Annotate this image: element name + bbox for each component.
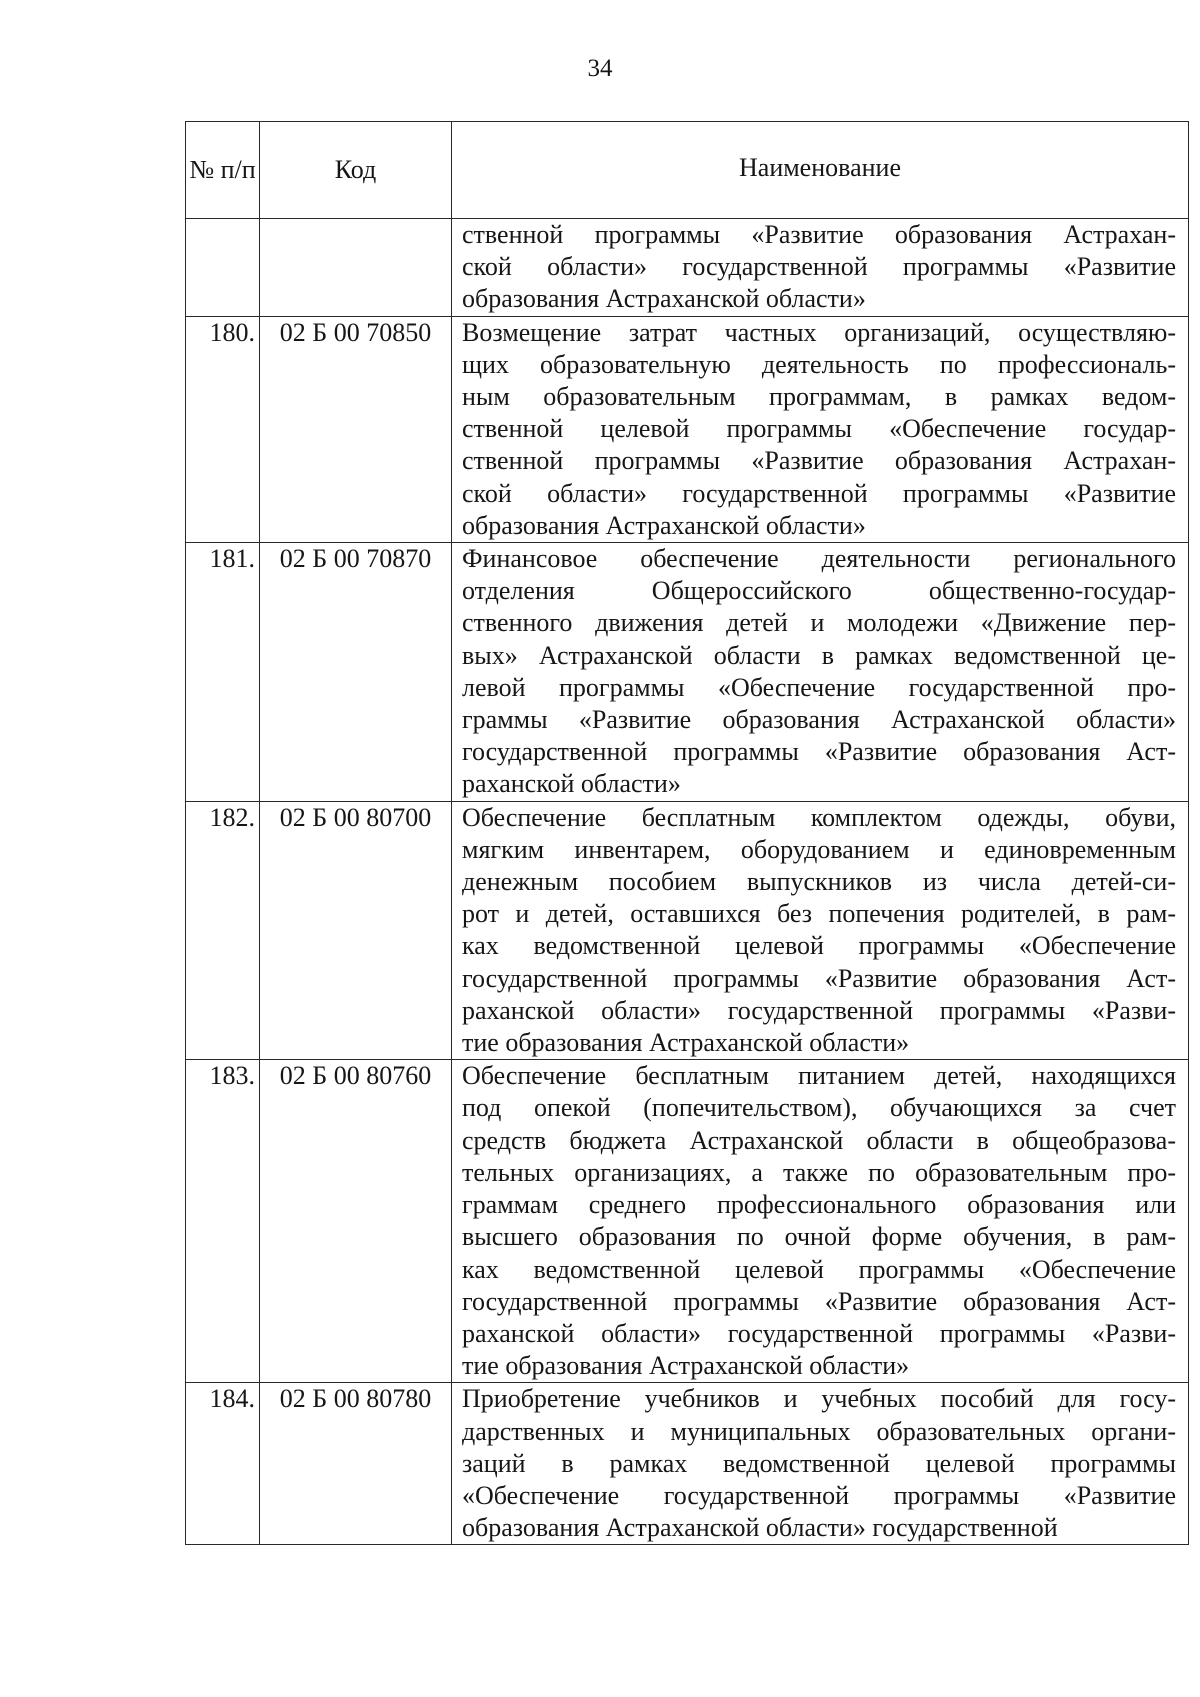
row-name-line: щих образовательную деятельность по профессиональ- [462, 349, 1176, 379]
table-row [186, 316, 1189, 542]
row-name [452, 1060, 1189, 1383]
row-number: 180. [186, 316, 260, 542]
row-code: 02 Б 00 80700 [260, 801, 452, 1060]
table-row [186, 543, 1189, 802]
row-name-line: Приобретение учебников и учебных пособий для госу- [462, 1384, 1176, 1414]
header-code: Код [260, 122, 452, 219]
row-number [186, 219, 260, 317]
table-header-row [186, 122, 1189, 219]
row-name-line: ственной целевой программы «Обеспечение государ- [462, 414, 1176, 444]
row-number: 181. [186, 543, 260, 802]
row-name-line: граммы «Развитие образования Астраханской области» [462, 705, 1176, 735]
row-name-line: тие образования Астраханской области» [462, 1351, 910, 1381]
row-name-line: государственной программы «Развитие образования Аст- [462, 737, 1176, 767]
row-name-line: раханской области» [462, 769, 681, 799]
row-name-line: мягким инвентарем, оборудованием и единовременным [462, 834, 1176, 864]
row-name-line: ках ведомственной целевой программы «Обеспечение [462, 1254, 1176, 1284]
row-name-line: Обеспечение бесплатным питанием детей, находящихся [462, 1061, 1176, 1091]
row-code [260, 219, 452, 317]
table-row [186, 219, 1189, 317]
row-name-line: государственной программы «Развитие образования Аст- [462, 1286, 1176, 1316]
row-name-line: ской области» государственной программы «Развитие [462, 252, 1176, 282]
row-name-line: образования Астраханской области» [462, 284, 866, 314]
row-number: 184. [186, 1383, 260, 1545]
row-name-line: образования Астраханской области» государственной [462, 1513, 1058, 1543]
row-code: 02 Б 00 80760 [260, 1060, 452, 1383]
row-name-line: отделения Общероссийского общественно-государ- [462, 576, 1176, 606]
row-name-line: Финансовое обеспечение деятельности регионального [462, 544, 1176, 574]
row-name-line: раханской области» государственной программы «Разви- [462, 1318, 1176, 1348]
row-name-line: дарственных и муниципальных образовательных органи- [462, 1416, 1176, 1446]
row-code: 02 Б 00 80780 [260, 1383, 452, 1545]
row-name [452, 316, 1189, 542]
table-body [186, 219, 1189, 1545]
table-row [186, 1383, 1189, 1545]
row-name-line: Обеспечение бесплатным комплектом одежды, обуви, [462, 802, 1176, 832]
row-name [452, 219, 1189, 317]
row-name-line: Возмещение затрат частных организаций, осуществляю- [462, 317, 1176, 347]
row-name-line: под опекой (попечительством), обучающихся за счет [462, 1093, 1176, 1123]
table-row [186, 1060, 1189, 1383]
row-name-line: государственной программы «Развитие образования Аст- [462, 963, 1176, 993]
row-name-line: тие образования Астраханской области» [462, 1028, 910, 1058]
row-name [452, 1383, 1189, 1545]
row-name-line: ках ведомственной целевой программы «Обеспечение [462, 931, 1176, 961]
row-number: 183. [186, 1060, 260, 1383]
row-name-line: денежным пособием выпускников из числа детей-си- [462, 867, 1176, 897]
row-number: 182. [186, 801, 260, 1060]
header-name: Наименование [452, 122, 1189, 219]
row-code: 02 Б 00 70870 [260, 543, 452, 802]
table-row [186, 801, 1189, 1060]
row-name [452, 543, 1189, 802]
row-name-line: ственной программы «Развитие образования Астрахан- [462, 220, 1176, 249]
row-name-line: вых» Астраханской области в рамках ведомственной це- [462, 640, 1176, 670]
row-name-line: левой программы «Обеспечение государственной про- [462, 672, 1176, 702]
page-number: 34 [587, 55, 613, 82]
row-name-line: ственной программы «Развитие образования Астрахан- [462, 446, 1176, 476]
row-name-line: тельных организациях, а также по образовательным про- [462, 1157, 1176, 1187]
row-name-line: средств бюджета Астраханской области в общеобразова- [462, 1125, 1176, 1155]
row-name-line: раханской области» государственной программы «Разви- [462, 995, 1176, 1025]
row-name-line: граммам среднего профессионального образования или [462, 1190, 1176, 1220]
row-name-line: образования Астраханской области» [462, 510, 866, 540]
row-name-line: рот и детей, оставшихся без попечения родителей, в рам- [462, 899, 1176, 929]
header-number: № п/п [186, 122, 260, 219]
row-code: 02 Б 00 70850 [260, 316, 452, 542]
row-name-line: ственного движения детей и молодежи «Движение пер- [462, 608, 1176, 638]
row-name-line: ным образовательным программам, в рамках ведом- [462, 382, 1176, 412]
budget-code-table [185, 121, 1189, 1545]
row-name-line: заций в рамках ведомственной целевой программы [462, 1448, 1176, 1478]
row-name-line: «Обеспечение государственной программы «Развитие [462, 1480, 1176, 1510]
row-name [452, 801, 1189, 1060]
row-name-line: высшего образования по очной форме обучения, в рам- [462, 1222, 1176, 1252]
row-name-line: ской области» государственной программы «Развитие [462, 478, 1176, 508]
